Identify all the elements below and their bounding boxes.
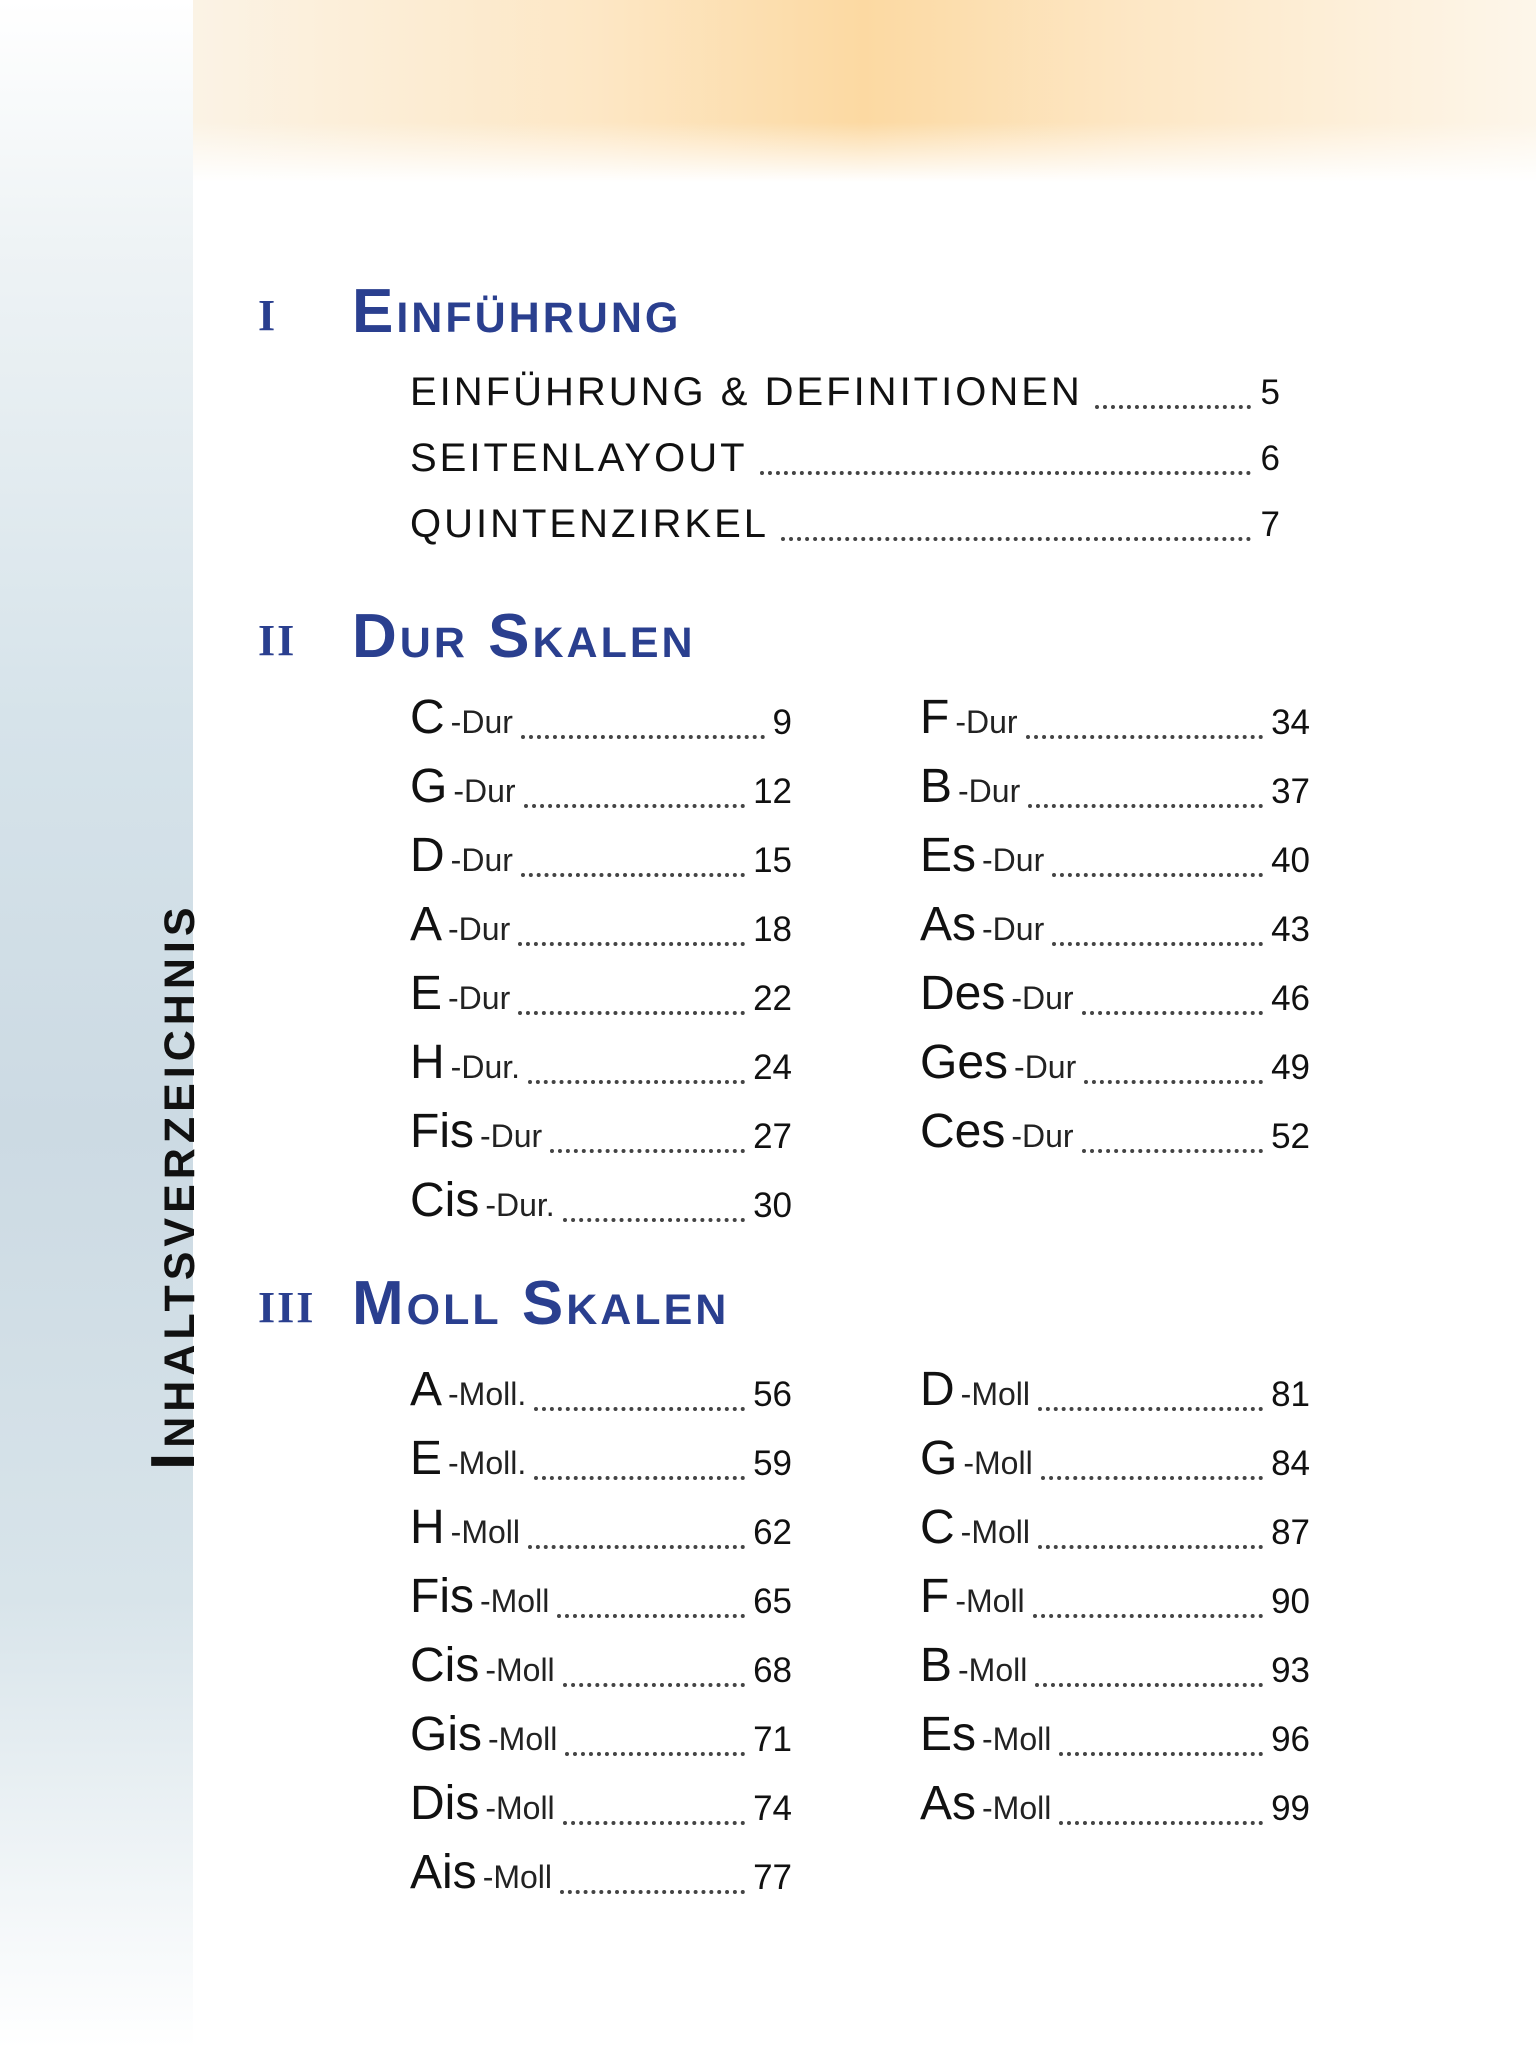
dot-leader [518,1011,745,1015]
entry-label [410,828,513,883]
toc-entry[interactable] [920,1432,1310,1492]
dot-leader [1084,1080,1263,1084]
page-number: 84 [1271,1444,1310,1483]
page-number: 90 [1271,1582,1310,1621]
page-number: 46 [1271,979,1310,1018]
scale-type: -Dur [1011,980,1074,1016]
toc-entry[interactable] [410,1708,792,1768]
dot-leader [560,1890,745,1894]
dot-leader [534,1407,745,1411]
key-name: A [410,1363,443,1416]
toc-entry[interactable] [410,1432,792,1492]
toc-entry[interactable] [410,829,792,889]
entry-label [920,1431,1033,1486]
dot-leader [528,1080,745,1084]
scale-type: -Dur [982,842,1045,878]
scale-type: -Moll [485,1652,555,1688]
dot-leader [1059,1752,1263,1756]
toc-entry[interactable] [920,1570,1310,1630]
entry-label [920,1638,1027,1693]
page-number: 18 [753,910,792,949]
scale-type: -Dur [479,1118,543,1154]
key-name: Es [920,829,977,882]
key-name: B [920,760,953,813]
entry-label [410,1845,552,1900]
dot-leader [521,873,745,877]
key-name: E [410,967,443,1020]
entry-label [410,1104,542,1159]
scale-type: -Dur [448,980,511,1016]
key-name: Fis [410,1570,474,1623]
page-number: 7 [1260,505,1280,544]
dot-leader [1059,1821,1263,1825]
toc-entry[interactable] [920,898,1310,958]
key-name: Fis [410,1105,474,1158]
key-name: H [410,1501,445,1554]
dot-leader [1038,1545,1263,1549]
toc-entry[interactable] [410,1777,792,1837]
dot-leader [1026,735,1264,739]
entry-label [920,1362,1030,1417]
dot-leader [557,1614,745,1618]
scale-type: -Moll [485,1790,555,1826]
page-number: 62 [753,1513,792,1552]
entry-label [920,828,1044,883]
key-name: Ces [920,1105,1006,1158]
scale-type: -Moll [982,1721,1052,1757]
scale-type: -Moll. [448,1376,527,1412]
page-number: 9 [772,703,792,742]
key-name: Dis [410,1777,480,1830]
section-number: I [258,291,278,340]
toc-entry[interactable] [410,760,792,820]
toc-entry[interactable] [920,1777,1310,1837]
entry-label [410,1035,520,1090]
page-number: 74 [753,1789,792,1828]
entry-label [920,690,1018,745]
page-number: 34 [1271,703,1310,742]
page-number: 22 [753,979,792,1018]
entry-label [920,966,1074,1021]
entry-label [920,1500,1030,1555]
scale-type: -Dur [448,911,511,947]
scale-type: -Moll [963,1445,1033,1481]
toc-entry[interactable] [410,898,792,958]
toc-entry[interactable] [410,1570,792,1630]
page-number: 77 [753,1858,792,1897]
page-number: 37 [1271,772,1310,811]
key-name: Des [920,967,1006,1020]
scale-type: -Dur [450,704,513,740]
page-number: 56 [753,1375,792,1414]
dot-leader [760,471,1251,475]
toc-entry[interactable] [920,1105,1310,1165]
toc-entry[interactable] [920,1036,1310,1096]
key-name: Cis [410,1639,480,1692]
dot-leader [1095,405,1251,409]
key-name: G [920,1432,958,1485]
key-name: As [920,898,977,951]
vertical-page-title: Inhaltsverzeichnis [139,902,208,1470]
dot-leader [528,1545,745,1549]
dot-leader [1041,1476,1263,1480]
page-number: 24 [753,1048,792,1087]
toc-entry[interactable] [410,497,1280,553]
page-number: 27 [753,1117,792,1156]
dot-leader [781,537,1250,541]
key-name: As [920,1777,977,1830]
dot-leader [1033,1614,1263,1618]
page-number: 96 [1271,1720,1310,1759]
scale-type: -Moll [488,1721,558,1757]
dot-leader [1052,873,1263,877]
toc-entry[interactable] [410,365,1280,421]
scale-type: -Dur [958,773,1021,809]
entry-label [410,690,513,745]
scale-type: -Moll [982,1790,1052,1826]
dot-leader [563,1683,745,1687]
entry-label: QUINTENZIRKEL [410,502,770,546]
page-number: 49 [1271,1048,1310,1087]
key-name: Ais [410,1846,477,1899]
dot-leader [563,1218,745,1222]
section-title: Dur Skalen [352,602,696,671]
entry-label: SEITENLAYOUT [410,436,748,480]
page-number: 40 [1271,841,1310,880]
page-number: 68 [753,1651,792,1690]
scale-type: -Moll [450,1514,520,1550]
scale-type: -Moll [960,1376,1030,1412]
dot-leader [1038,1407,1263,1411]
toc-entry[interactable] [920,760,1310,820]
toc-entry[interactable] [410,1501,792,1561]
page-number: 30 [753,1186,792,1225]
page-number: 59 [753,1444,792,1483]
entry-label [410,897,510,952]
key-name: A [410,898,443,951]
entry-label [920,897,1044,952]
entry-label [410,1362,526,1417]
key-name: D [410,829,445,882]
key-name: F [920,691,950,744]
entry-label [920,1707,1051,1762]
page-number: 99 [1271,1789,1310,1828]
page-number: 6 [1260,439,1280,478]
key-name: C [410,691,445,744]
scale-type: -Dur [1011,1118,1074,1154]
key-name: Cis [410,1174,480,1227]
key-name: Ges [920,1036,1009,1089]
toc-entry[interactable] [410,1846,792,1906]
scale-type: -Moll. [448,1445,527,1481]
page-number: 43 [1271,910,1310,949]
section-number: II [258,616,297,665]
scale-type: -Moll [960,1514,1030,1550]
page-number: 87 [1271,1513,1310,1552]
key-name: D [920,1363,955,1416]
dot-leader [565,1752,745,1756]
toc-entry[interactable] [920,1639,1310,1699]
dot-leader [1082,1149,1263,1153]
toc-entry[interactable] [410,431,1280,487]
page-number: 5 [1260,373,1280,412]
entry-label [920,759,1020,814]
entry-label [410,1569,549,1624]
scale-type: -Dur [955,704,1018,740]
key-name: C [920,1501,955,1554]
dot-leader [518,942,745,946]
toc-entry[interactable] [920,1363,1310,1423]
scale-type: -Moll [479,1583,550,1619]
dot-leader [524,804,746,808]
dot-leader [534,1476,745,1480]
entry-label: EINFÜHRUNG & DEFINITIONEN [410,370,1083,414]
section-title: Einführung [352,277,682,346]
entry-label [410,1173,555,1228]
section-title: Moll Skalen [352,1269,730,1338]
page-number: 65 [753,1582,792,1621]
entry-label [920,1104,1074,1159]
toc-entry[interactable] [410,1639,792,1699]
scale-type: -Moll [958,1652,1028,1688]
scale-type: -Moll [955,1583,1025,1619]
page-number: 71 [753,1720,792,1759]
toc-entry[interactable] [410,691,792,751]
scale-type: -Dur [982,911,1045,947]
toc-entry[interactable] [920,967,1310,1027]
top-gradient-band [193,0,1536,182]
toc-entry[interactable] [920,1501,1310,1561]
dot-leader [550,1149,745,1153]
key-name: F [920,1570,950,1623]
key-name: G [410,760,448,813]
scale-type: -Moll [482,1859,553,1895]
dot-leader [521,735,765,739]
dot-leader [1052,942,1263,946]
scale-type: -Dur. [485,1187,555,1223]
toc-entry[interactable] [920,1708,1310,1768]
scale-type: -Dur [453,773,516,809]
dot-leader [1035,1683,1263,1687]
key-name: Es [920,1708,977,1761]
page-number: 12 [753,772,792,811]
toc-entry[interactable] [410,1036,792,1096]
toc-entry[interactable] [920,691,1310,751]
entry-label [410,1707,557,1762]
key-name: Gis [410,1708,482,1761]
scale-type: -Dur [450,842,513,878]
key-name: H [410,1036,445,1089]
toc-entry[interactable] [920,829,1310,889]
toc-entry[interactable] [410,1105,792,1165]
entry-label [410,1431,526,1486]
entry-label [410,1776,555,1831]
page-number: 93 [1271,1651,1310,1690]
key-name: B [920,1639,953,1692]
page-number: 52 [1271,1117,1310,1156]
scale-type: -Dur [1014,1049,1077,1085]
section-number: III [258,1283,316,1332]
entry-label [920,1776,1051,1831]
entry-label [410,1638,555,1693]
page-number: 15 [753,841,792,880]
entry-label [410,1500,520,1555]
entry-label [920,1569,1025,1624]
toc-entry[interactable] [410,1363,792,1423]
scale-type: -Dur. [450,1049,521,1085]
toc-entry[interactable] [410,967,792,1027]
key-name: E [410,1432,443,1485]
entry-label [410,759,516,814]
entry-label [920,1035,1076,1090]
entry-label [410,966,510,1021]
dot-leader [1082,1011,1263,1015]
toc-entry[interactable] [410,1174,792,1234]
dot-leader [563,1821,745,1825]
page-number: 81 [1271,1375,1310,1414]
dot-leader [1028,804,1263,808]
